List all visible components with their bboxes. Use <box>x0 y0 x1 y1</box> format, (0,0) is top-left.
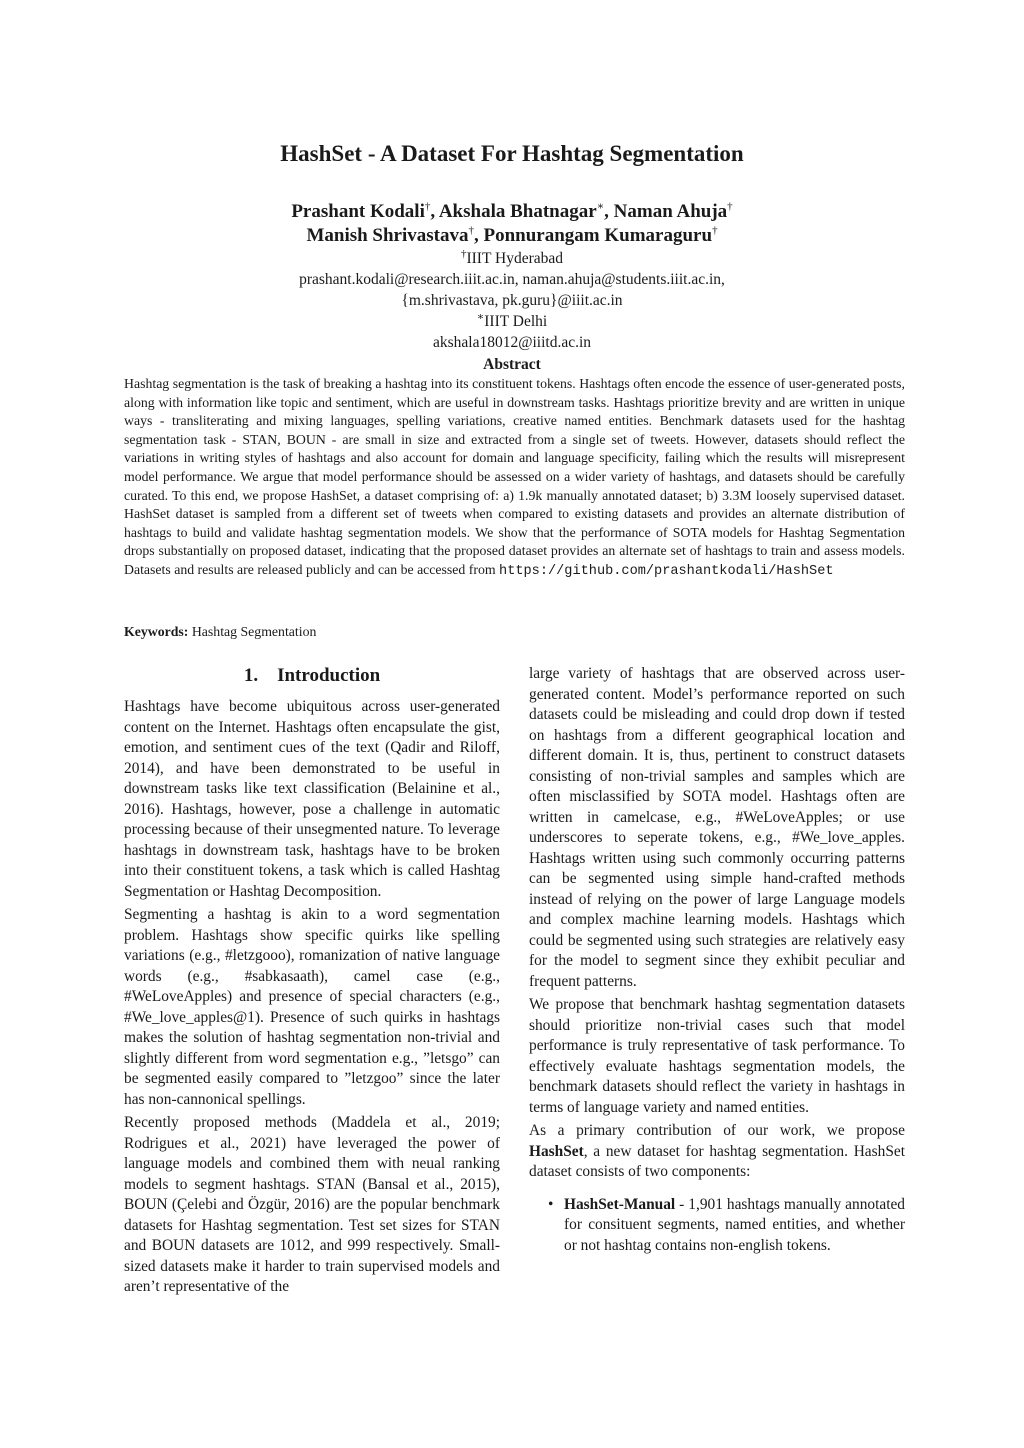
contribution-text: As a primary contribution of our work, we propose <box>529 1122 905 1139</box>
component-list <box>529 1195 905 1257</box>
author-mark: † <box>727 200 733 213</box>
abstract-body <box>124 375 905 582</box>
author-line-1 <box>0 200 1024 224</box>
left-column <box>124 664 500 1301</box>
author-separator: , <box>474 225 484 246</box>
author-mark: ∗ <box>596 200 605 213</box>
abstract-heading: Abstract <box>483 356 541 373</box>
author-separator: , <box>604 201 614 222</box>
paragraph: Hashtags have become ubiquitous across user-generated content on the Internet. Hashtags often encapsulate the gist, emotion, and sentiment cues of the text (Qadir and Riloff, 2014), and have been demonstrated to be useful in downstream tasks like text classification (Belainine et al., 2016). Hashtags, however, pose a challenge in automatic processing because of their unsegmented nature. To leverage hashtags in downstream task, hashtags have to be broken into their constituent tokens, a task which is called Hashtag Segmentation or Hashtag Decomposition. <box>124 698 500 900</box>
abstract-text: Hashtag segmentation is the task of breaking a hashtag into its constituent tokens. Hashtags often encode the essence of user-generated posts, along with information like topic and sentiment, which are useful in downstream tasks. Hashtags prioritize brevity and are written in unique ways - transliterating and mixing languages, spelling variations, creative named entities. Benchmark datasets used for the hashtag segmentation task - STAN, BOUN - are small in size and extracted from a single set of tweets. However, datasets should reflect the variations in writing styles of hashtags and also account for domain and language specificity, failing which the results will misrepresent model performance. We argue that model performance should be assessed on a wider variety of hashtags, and datasets should be carefully curated. To this end, we propose HashSet, a dataset comprising of: a) 1.9k manually annotated dataset; b) 3.3M loosely supervised dataset. HashSet dataset is sampled from a different set of tweets when compared to existing datasets and provides an alternate distribution of hashtags to build and validate hashtag segmentation models. We show that the performance of SOTA models for Hashtag Segmentation drops substantially on proposed dataset, indicating that the proposed dataset provides an alternate set of hashtags to train and assess models. Datasets and results are released publicly and can be accessed from <box>124 376 905 577</box>
bullet-icon: • <box>548 1195 554 1213</box>
author-name: Prashant Kodali <box>291 201 425 222</box>
author-emails-3 <box>0 332 1024 353</box>
author-emails-1 <box>0 269 1024 290</box>
paragraph: We propose that benchmark hashtag segmentation datasets should prioritize non-trivial cases such that model performance is truly representative of task performance. To effectively evaluate hashtags segmentation models, the benchmark datasets should reflect the variety in hashtags in terms of language variety and named entities. <box>529 996 905 1116</box>
author-name: Manish Shrivastava <box>306 225 469 246</box>
author-name: Naman Ahuja <box>613 201 728 222</box>
affiliation-text: IIIT Hyderabad <box>466 250 564 267</box>
paragraph: Recently proposed methods (Maddela et al., 2019; Rodrigues et al., 2021) have leveraged the power of language models and combined them with neual ranking models to segment hashtags. STAN (Bansal et al., 2015), BOUN (Çelebi and Özgür, 2016) are the popular benchmark datasets for Hashtag segmentation. Test set sizes for STAN and BOUN datasets are 1012, and 999 respectively. Small-sized datasets make it harder to train supervised models and aren’t representative of the <box>124 1114 500 1295</box>
affiliation-text: IIIT Delhi <box>484 313 548 330</box>
right-column <box>529 664 905 1256</box>
affiliation-delhi <box>0 311 1024 332</box>
section-heading-introduction: 1. Introduction <box>243 665 381 686</box>
paragraph: Segmenting a hashtag is akin to a word segmentation problem. Hashtags show specific quirks like spelling variations (e.g., #letzgooo), romanization of native language words (e.g., #sabkasaath), camel case (e.g., #WeLoveApples) and presence of special characters (e.g., #We_love_apples@1). Presence of such quirks in hashtags makes the solution of hashtag segmentation non-trivial and slightly different from word segmentation e.g., ”letsgo” can be segmented easily compared to ”letzgoo” since the later has non-cannonical spellings. <box>124 906 500 1108</box>
contribution-paragraph <box>529 1121 905 1183</box>
email-text: akshala18012@iiitd.ac.in <box>432 334 592 351</box>
list-item <box>529 1195 905 1257</box>
author-mark: † <box>712 224 718 237</box>
paper-title: HashSet - A Dataset For Hashtag Segmentation <box>280 141 744 166</box>
paragraph: large variety of hashtags that are observed across user-generated content. Model’s performance reported on such datasets could be misleading and could drop down if tested on hashtags from a different geographical location and different domain. It is, thus, pertinent to construct datasets consisting of non-trivial samples and samples which are often misclassified by SOTA model. Hashtags often are written in camelcase, e.g., #WeLoveApples; or use underscores to seperate tokens, e.g., #We_love_apples. Hashtags written using such commonly occurring patterns can be segmented using simple hand-crafted methods instead of relying on the power of large Language models and complex machine learning models. Hashtags which could be segmented using such strategies are relatively easy for the model to segment since they exhibit peculiar and frequent patterns. <box>529 665 905 990</box>
author-name: Ponnurangam Kumaraguru <box>483 225 713 246</box>
contribution-name: HashSet <box>529 1142 584 1160</box>
contribution-text: , a new dataset for hashtag segmentation. HashSet dataset consists of two components: <box>529 1142 905 1180</box>
author-mark: † <box>424 200 431 213</box>
author-emails-2 <box>0 290 1024 311</box>
author-mark: † <box>468 224 474 237</box>
component-name: HashSet-Manual <box>564 1195 676 1213</box>
author-block <box>0 200 1024 353</box>
abstract-url: https://github.com/prashantkodali/HashSet <box>499 563 834 579</box>
component-description: - 1,901 hashtags manually annotated for consituent segments, named entities, and whether or not hashtag contains non-english tokens. <box>564 1195 905 1254</box>
author-line-2 <box>0 224 1024 248</box>
email-text: prashant.kodali@research.iiit.ac.in, naman.ahuja@students.iiit.ac.in, <box>299 271 725 288</box>
keywords-label: Keywords: <box>124 624 189 639</box>
keywords-value: Hashtag Segmentation <box>191 624 317 639</box>
keywords <box>124 623 905 641</box>
affiliation-mark: ∗ <box>476 310 485 323</box>
author-name: Akshala Bhatnagar <box>438 201 597 222</box>
author-separator: , <box>430 201 439 222</box>
email-text: {m.shrivastava, pk.guru}@iiit.ac.in <box>401 292 623 309</box>
affiliation-hyderabad <box>0 248 1024 269</box>
affiliation-mark: † <box>460 247 467 260</box>
